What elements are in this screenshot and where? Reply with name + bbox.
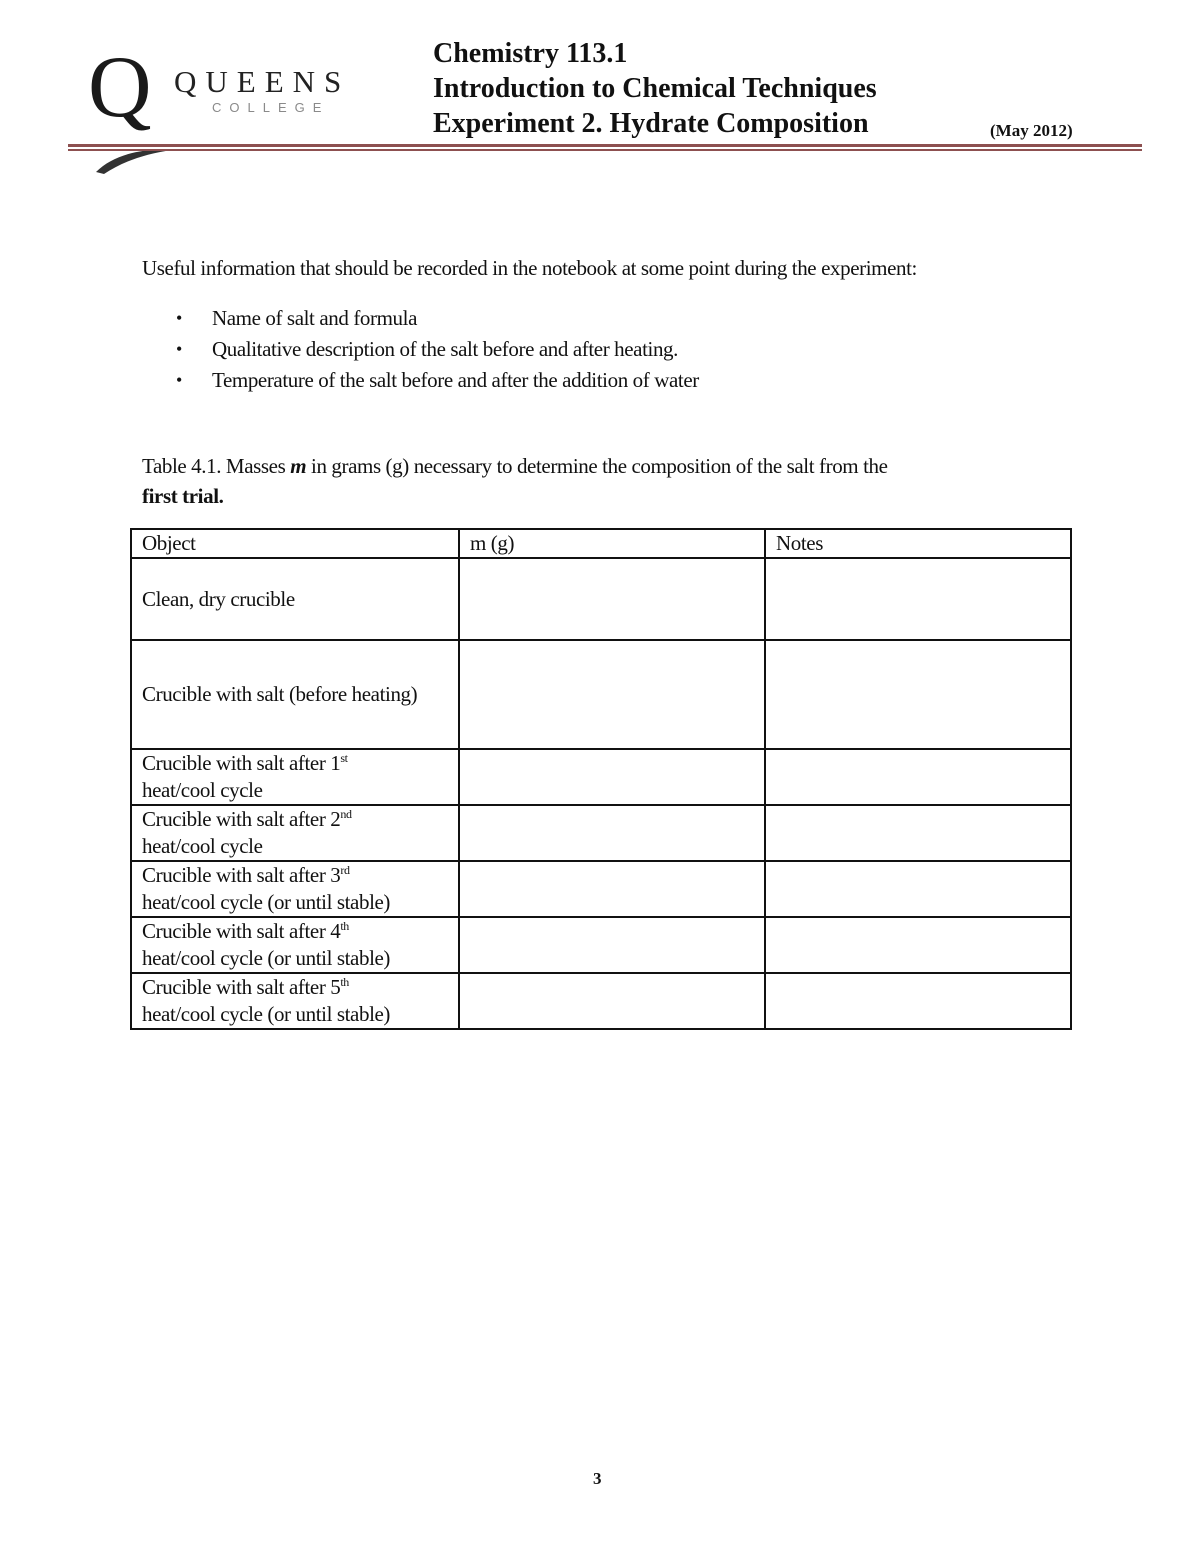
table-header-row <box>131 529 1071 558</box>
table-row <box>131 558 1071 640</box>
notes-cell[interactable] <box>765 640 1071 749</box>
object-cell: Crucible with salt after 3rd heat/cool cycle (or until stable) <box>131 861 459 917</box>
list-item: • Name of salt and formula <box>176 306 417 330</box>
table-caption: Table 4.1. Masses m in grams (g) necessary to determine the composition of the salt from the first trial. <box>142 454 888 508</box>
logo-queens-text: QUEENS <box>174 64 351 99</box>
notes-cell[interactable] <box>765 805 1071 861</box>
mass-cell[interactable] <box>459 917 765 973</box>
mass-table <box>130 528 1072 1030</box>
notes-cell[interactable] <box>765 917 1071 973</box>
bullet-icon: • <box>176 339 182 359</box>
mass-cell[interactable] <box>459 861 765 917</box>
info-list <box>172 306 699 399</box>
object-cell: Crucible with salt (before heating) <box>131 640 459 749</box>
object-cell: Clean, dry crucible <box>131 558 459 640</box>
mass-cell[interactable] <box>459 749 765 805</box>
table-row <box>131 917 1071 973</box>
table-row <box>131 640 1071 749</box>
notes-cell[interactable] <box>765 973 1071 1029</box>
queens-college-logo <box>88 39 378 145</box>
logo-college-text: COLLEGE <box>212 100 330 115</box>
table-row <box>131 973 1071 1029</box>
course-subtitle: Introduction to Chemical Techniques <box>433 73 877 104</box>
document-header <box>433 36 1073 141</box>
object-cell: Crucible with salt after 4th heat/cool cycle (or until stable) <box>131 917 459 973</box>
object-cell: Crucible with salt after 1st heat/cool cycle <box>131 749 459 805</box>
bullet-icon: • <box>176 370 182 390</box>
bullet-icon: • <box>176 308 182 328</box>
document-date: (May 2012) <box>990 121 1073 140</box>
list-item: • Temperature of the salt before and after the addition of water <box>176 368 699 392</box>
header-rule-bottom <box>68 149 1142 151</box>
object-cell: Crucible with salt after 2nd heat/cool cycle <box>131 805 459 861</box>
experiment-title: Experiment 2. Hydrate Composition <box>433 108 869 139</box>
mass-cell[interactable] <box>459 973 765 1029</box>
mass-cell[interactable] <box>459 805 765 861</box>
table-row <box>131 805 1071 861</box>
course-title: Chemistry 113.1 <box>433 38 628 69</box>
logo-q-letter: Q <box>88 39 152 136</box>
notes-cell[interactable] <box>765 558 1071 640</box>
object-cell: Crucible with salt after 5th heat/cool cycle (or until stable) <box>131 973 459 1029</box>
page-number: 3 <box>593 1469 602 1488</box>
list-item: • Qualitative description of the salt before and after heating. <box>176 337 678 361</box>
intro-text: Useful information that should be recorded in the notebook at some point during the experiment: <box>142 256 917 280</box>
mass-cell[interactable] <box>459 558 765 640</box>
header-rule-top <box>68 144 1142 147</box>
header-object: Object <box>131 529 459 558</box>
notes-cell[interactable] <box>765 749 1071 805</box>
mass-cell[interactable] <box>459 640 765 749</box>
table-row <box>131 861 1071 917</box>
header-notes: Notes <box>765 529 1071 558</box>
header-mass: m (g) <box>459 529 765 558</box>
table-row <box>131 749 1071 805</box>
notes-cell[interactable] <box>765 861 1071 917</box>
